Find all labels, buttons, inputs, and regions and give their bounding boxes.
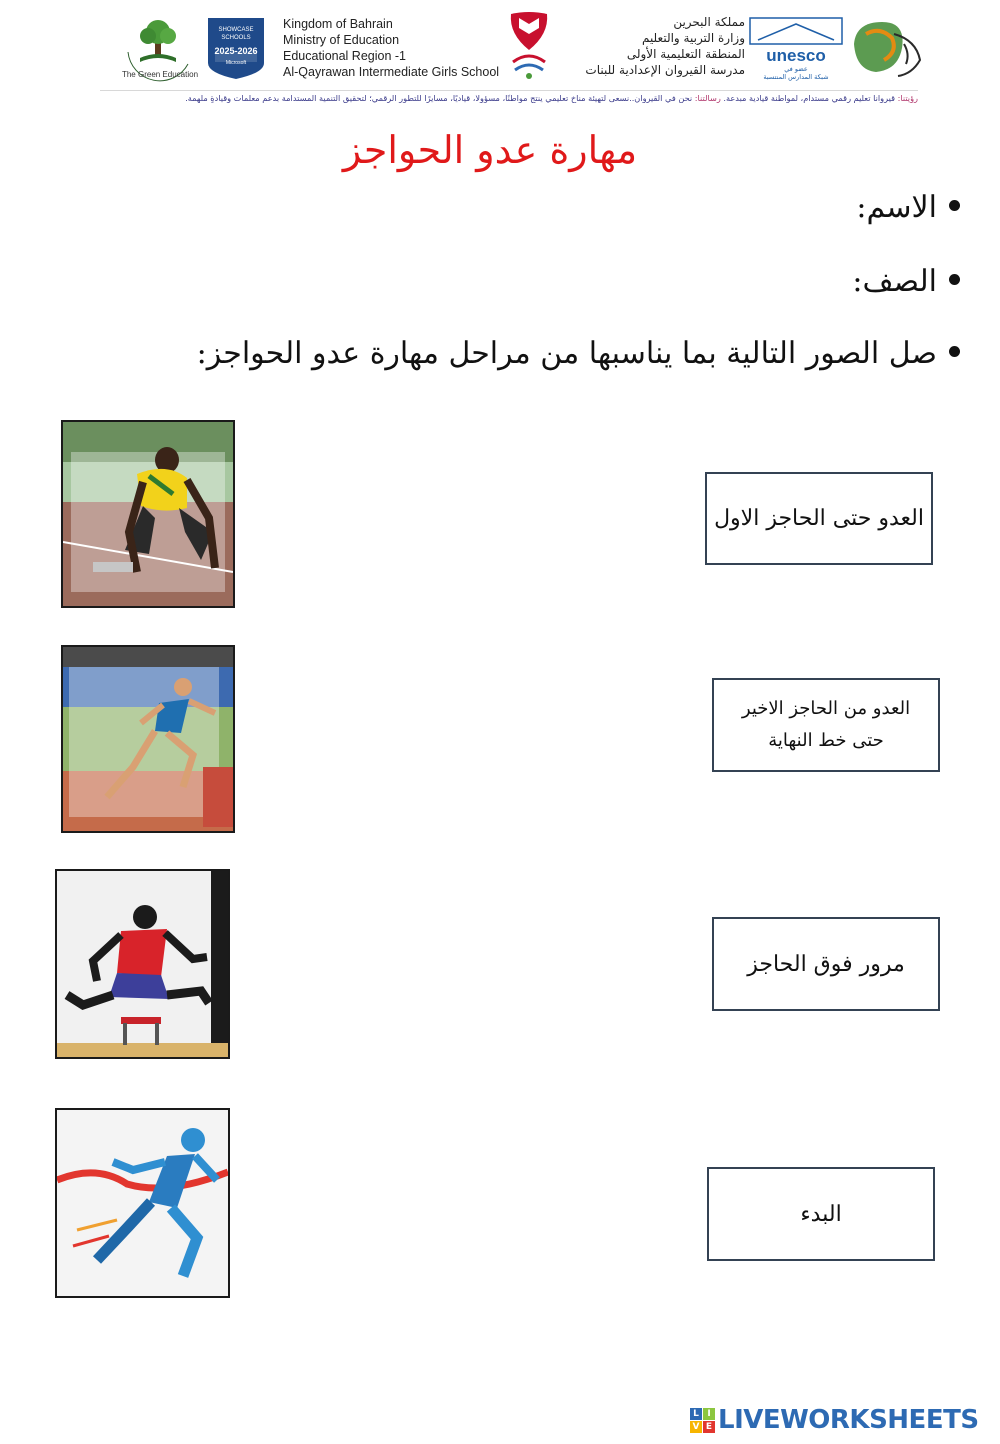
header-arabic-text (560, 14, 745, 78)
instruction-text: صل الصور التالية بما يناسبها من مراحل مهارة عدو الحواجز: (196, 336, 937, 371)
unesco-member-line2: شبكة المدارس المنتسبة (763, 73, 829, 81)
page-title: مهارة عدو الحواجز (342, 128, 638, 172)
english-line-school: Al-Qayrawan Intermediate Girls School (283, 65, 500, 79)
unesco-logo (748, 16, 844, 82)
stage-box-clear-hurdle[interactable] (712, 917, 940, 1011)
showcase-schools-badge (205, 15, 267, 81)
unesco-member-line1: عضو في (784, 65, 808, 73)
stage-box-run-to-first-hurdle[interactable] (705, 472, 933, 565)
bullet-dot (949, 200, 960, 211)
header (0, 0, 1000, 110)
stage-box-run-to-finish[interactable] (712, 678, 940, 772)
mission-text: نحن في القيروان..نسعى لتهيئة مناخ تعليمي ينتج مواطنًا، مسؤولا، قياديًا، مسايرًا للتطور الرقمي؛ لتحقيق التنمية المستدامة بدعم معلمات وقيادةٍ ملهمة. (185, 93, 693, 103)
badge-years: 2025-2026 (214, 46, 258, 56)
school-motto (100, 93, 918, 103)
header-english-text (283, 16, 503, 80)
instruction-line (197, 336, 960, 371)
name-label: الاسم: (856, 190, 937, 225)
bullet-dot (949, 346, 960, 357)
unesco-wordmark: unesco (766, 46, 826, 65)
school-calligraphy-logo (846, 14, 926, 86)
badge-letter-v: V (690, 1421, 702, 1433)
bullet-dot (949, 274, 960, 285)
english-line-ministry: Ministry of Education (283, 33, 400, 47)
runner-on-track-illustration[interactable] (61, 645, 235, 833)
english-line-region: Educational Region -1 (283, 49, 406, 63)
badge-letter-e: E (703, 1421, 715, 1433)
badge-line2: SCHOOLS (221, 35, 251, 41)
badge-brand: Microsoft (225, 60, 247, 66)
vision-text: قيروانا تعليم رقمي مستدام، لمواطنة قيادية مبدعة. (723, 93, 895, 103)
class-label: الصف: (852, 264, 937, 299)
badge-line1: SHOWCASE (218, 27, 254, 33)
green-education-logo (118, 12, 202, 84)
liveworksheets-logo[interactable] (690, 1404, 990, 1436)
header-divider (100, 90, 918, 91)
hurdler-over-hurdle-illustration[interactable] (55, 869, 230, 1059)
sprinter-start-photo[interactable] (61, 420, 235, 608)
stage-text-line2: حتى خط النهاية (768, 730, 884, 751)
runner-breaking-finish-tape-illustration[interactable] (55, 1108, 230, 1298)
mission-label: رسالتنا: (694, 93, 721, 103)
arabic-line-ministry: وزارة التربية والتعليم (641, 31, 745, 45)
vision-label: رؤيتنا: (897, 93, 918, 103)
stage-text: مرور فوق الحاجز (747, 951, 905, 977)
stage-box-start[interactable] (707, 1167, 935, 1261)
stage-text: العدو حتى الحاجز الاول (714, 506, 924, 531)
arabic-line-school: مدرسة القيروان الإعدادية للبنات (585, 63, 745, 77)
badge-letter-i: I (703, 1408, 715, 1420)
liveworksheets-wordmark: LIVEWORKSHEETS (718, 1405, 979, 1435)
badge-letter-l: L (690, 1408, 702, 1420)
stage-text: البدء (800, 1201, 842, 1227)
arabic-line-kingdom: مملكة البحرين (673, 15, 745, 29)
name-line (856, 190, 960, 225)
english-line-kingdom: Kingdom of Bahrain (283, 17, 393, 31)
live-badge (690, 1408, 715, 1433)
stage-text-line1: العدو من الحاجز الاخير (741, 698, 911, 719)
arabic-line-region: المنطقة التعليمية الأولى (626, 47, 745, 61)
bahrain-emblem (505, 10, 553, 84)
green-education-caption: The Green Education (121, 70, 199, 79)
class-line (852, 264, 960, 299)
